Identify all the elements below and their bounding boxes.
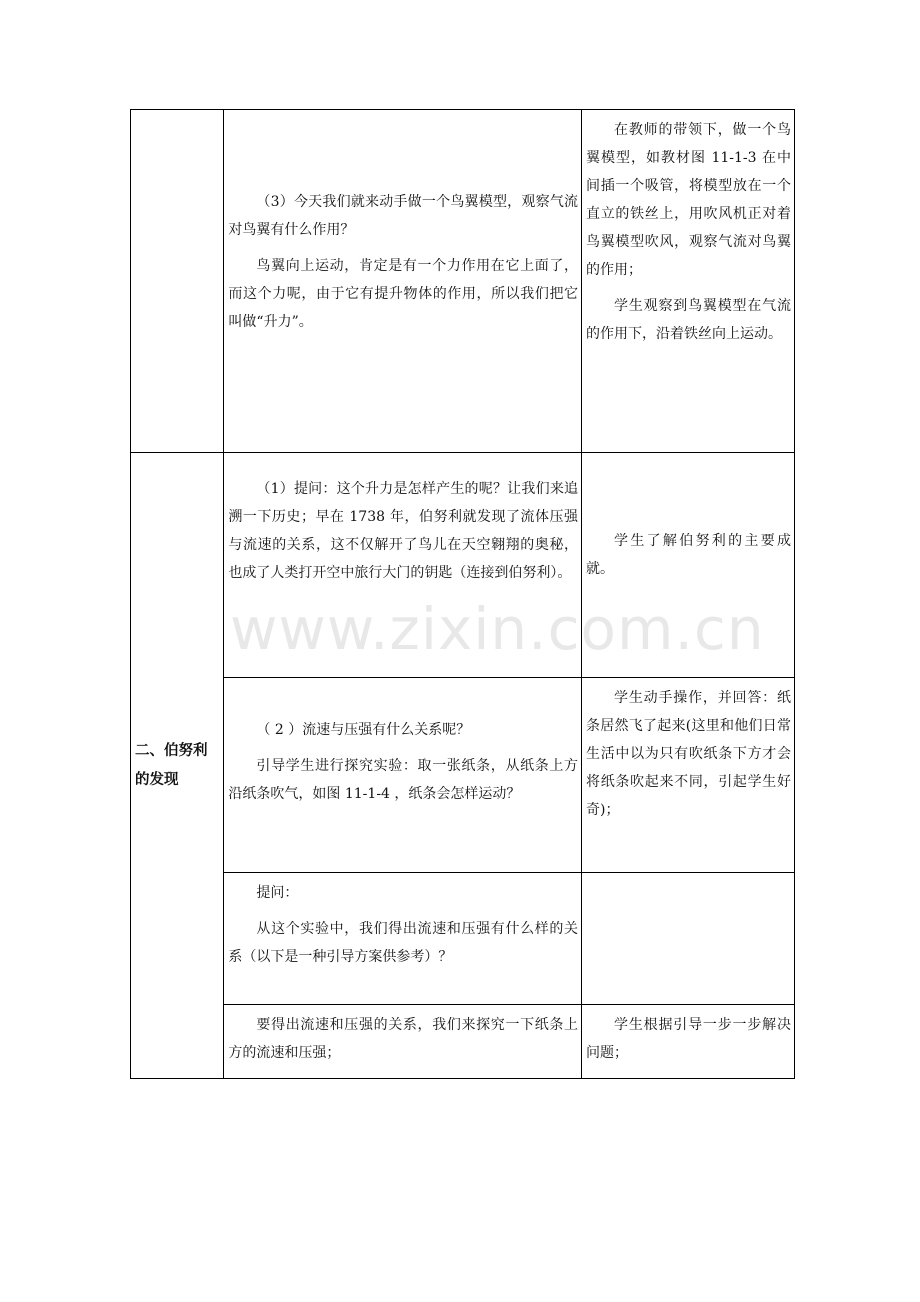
student-activity-cell — [582, 1005, 795, 1079]
table-row — [131, 110, 795, 453]
teacher-paragraph: 鸟翼向上运动，肯定是有一个力作用在它上面了，而这个力呢，由于它有提升物体的作用，所以我们把它叫做“升力”。 — [228, 258, 579, 330]
teacher-paragraph: 要得出流速和压强的关系，我们来探究一下纸条上方的流速和压强； — [228, 1017, 579, 1061]
student-activity-cell — [582, 873, 795, 1005]
teacher-paragraph: 从这个实验中，我们得出流速和压强有什么样的关系（以下是一种引导方案供参考）？ — [228, 921, 579, 965]
teacher-paragraph: 提问： — [256, 885, 299, 901]
teacher-activity-cell — [224, 1005, 582, 1079]
student-paragraph: 学生动手操作，并回答：纸条居然飞了起来(这里和他们日常生活中以为只有吹纸条下方才会将纸条吹起来不同，引起学生好奇)； — [586, 690, 791, 818]
teacher-activity-cell — [224, 678, 582, 873]
student-paragraph: 学生观察到鸟翼模型在气流的作用下，沿着铁丝向上运动。 — [586, 298, 791, 342]
teacher-paragraph: （ 2 ）流速与压强有什么关系呢？ — [256, 722, 471, 738]
table-row — [131, 453, 795, 678]
watermark: www.zixin.com.cn — [230, 595, 765, 663]
teacher-activity-cell — [224, 873, 582, 1005]
stage-cell — [131, 453, 224, 1079]
stage-cell — [131, 110, 224, 453]
student-activity-cell — [582, 110, 795, 453]
student-paragraph: 学生了解伯努利的主要成就。 — [586, 533, 791, 577]
teacher-paragraph: （3）今天我们就来动手做一个鸟翼模型，观察气流对鸟翼有什么作用？ — [228, 194, 579, 238]
student-paragraph: 在教师的带领下，做一个鸟翼模型，如教材图 11-1-3 在中间插一个吸管，将模型放在一个直立的铁丝上，用吹风机正对着鸟翼模型吹风，观察气流对鸟翼的作用； — [586, 122, 791, 278]
table-row — [131, 678, 795, 873]
student-activity-cell — [582, 678, 795, 873]
teacher-paragraph: 引导学生进行探究实验：取一张纸条，从纸条上方沿纸条吹气，如图 11-1-4 ，纸条会怎样运动？ — [228, 758, 579, 802]
stage-label: 二、伯努利的发现 — [135, 742, 208, 788]
student-paragraph: 学生根据引导一步一步解决问题； — [586, 1017, 791, 1061]
lesson-plan-table — [130, 109, 795, 1079]
teacher-paragraph: （1）提问：这个升力是怎样产生的呢？让我们来追溯一下历史；早在 1738 年，伯努利就发现了流体压强与流速的关系，这不仅解开了鸟儿在天空翱翔的奥秘，也成了人类打开空中旅行大门的钥匙（连接到伯努利）。 — [228, 481, 579, 581]
table-row — [131, 1005, 795, 1079]
table-row — [131, 873, 795, 1005]
teacher-activity-cell — [224, 453, 582, 678]
teacher-activity-cell — [224, 110, 582, 453]
student-activity-cell — [582, 453, 795, 678]
